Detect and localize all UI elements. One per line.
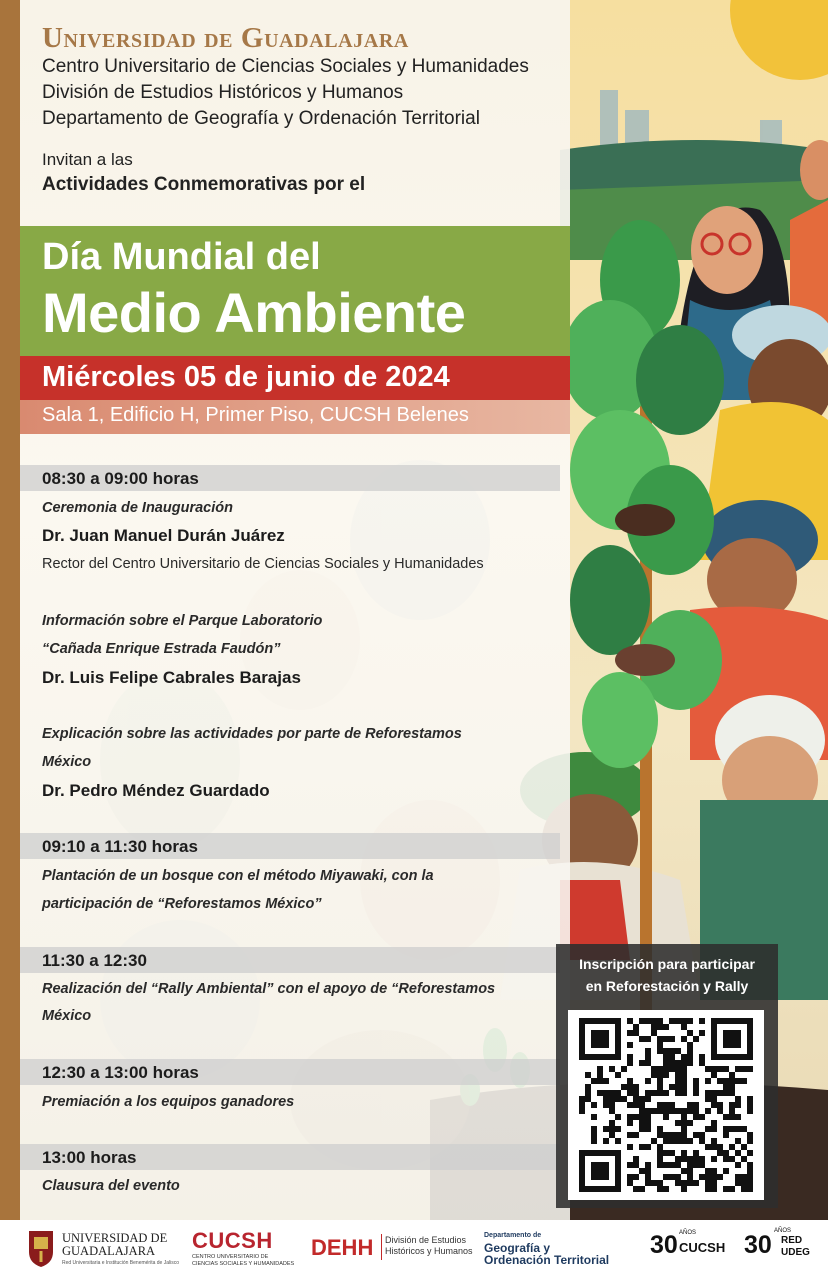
udg-crest-icon <box>26 1228 56 1268</box>
activity-text: México <box>42 1008 92 1024</box>
udg-tagline: Red Universitaria e Institución Benemérita de Jalisco <box>62 1260 179 1266</box>
event-date: Miércoles 05 de junio de 2024 <box>42 361 450 393</box>
registration-title-line1: Inscripción para participar <box>579 956 755 972</box>
udg-name-line2: GUADALAJARA <box>62 1244 156 1258</box>
activity-text: Plantación de un bosque con el método Miyawaki, con la <box>42 868 434 884</box>
registration-title-line2: en Reforestación y Rally <box>585 978 749 994</box>
event-title-line2: Medio Ambiente <box>42 281 466 344</box>
activities-text: Actividades Conmemorativas por el <box>42 174 366 195</box>
speaker-name: Dr. Luis Felipe Cabrales Barajas <box>42 668 301 687</box>
time-slot: 08:30 a 09:00 horas <box>42 469 199 488</box>
footer-logos <box>0 1220 828 1280</box>
activity-text: participación de “Reforestamos México” <box>42 896 322 912</box>
anniversary-cucsh-text: CUCSH <box>679 1240 726 1255</box>
speaker-role: Rector del Centro Universitario de Ciencias Sociales y Humanidades <box>42 556 484 572</box>
activity-text: México <box>42 754 92 770</box>
cucsh-logo: CUCSH <box>192 1228 273 1253</box>
invite-text: Invitan a las <box>42 150 133 169</box>
activity-text: Premiación a los equipos ganadores <box>42 1094 295 1110</box>
time-slot: 12:30 a 13:00 horas <box>42 1063 199 1082</box>
speaker-name: Dr. Juan Manuel Durán Juárez <box>42 526 285 545</box>
time-slot: 13:00 horas <box>42 1148 137 1167</box>
dehh-divider <box>381 1234 382 1260</box>
dehh-sub-line2: Históricos y Humanos <box>385 1246 473 1256</box>
anniversary-cucsh-number: 30 <box>650 1231 678 1259</box>
anniversary-red-number: 30 <box>744 1231 772 1259</box>
udg-name-line1: UNIVERSIDAD DE <box>62 1231 168 1245</box>
center-name: Centro Universitario de Ciencias Sociales y Humanidades <box>42 56 529 77</box>
activity-text: “Cañada Enrique Estrada Faudón” <box>42 641 281 657</box>
university-name: Universidad de Guadalajara <box>42 22 409 54</box>
dehh-logo: DEHH <box>311 1235 374 1260</box>
anniversary-red-text1: RED <box>781 1235 803 1246</box>
activity-text: Clausura del evento <box>42 1178 180 1194</box>
division-name: División de Estudios Históricos y Humanos <box>42 82 404 103</box>
event-title-line1: Día Mundial del <box>42 236 321 278</box>
cucsh-sub-line1: CENTRO UNIVERSITARIO DE <box>192 1254 269 1260</box>
department-name: Departamento de Geografía y Ordenación Territorial <box>42 108 480 129</box>
activity-text: Explicación sobre las actividades por parte de Reforestamos <box>42 726 462 742</box>
speaker-name: Dr. Pedro Méndez Guardado <box>42 781 270 800</box>
event-venue: Sala 1, Edificio H, Primer Piso, CUCSH Belenes <box>42 404 469 426</box>
cucsh-sub-line2: CIENCIAS SOCIALES Y HUMANIDADES <box>192 1261 295 1267</box>
geo-line1: Geografía y <box>484 1241 551 1255</box>
geo-pre: Departamento de <box>484 1232 542 1239</box>
activity-text: Ceremonia de Inauguración <box>42 500 233 516</box>
geo-line2: Ordenación Territorial <box>484 1253 610 1267</box>
anniversary-red-text2: UDEG <box>781 1247 810 1258</box>
activity-text: Información sobre el Parque Laboratorio <box>42 613 323 629</box>
anniversary-red-small: AÑOS <box>774 1228 792 1234</box>
registration-qr-code[interactable] <box>568 1010 764 1200</box>
activity-text: Realización del “Rally Ambiental” con el apoyo de “Reforestamos <box>42 981 496 997</box>
time-slot: 09:10 a 11:30 horas <box>42 837 198 856</box>
dehh-sub-line1: División de Estudios <box>385 1235 467 1245</box>
anniversary-cucsh-small: AÑOS <box>679 1230 697 1236</box>
left-accent-bar <box>0 0 20 1220</box>
time-slot: 11:30 a 12:30 <box>42 951 147 970</box>
